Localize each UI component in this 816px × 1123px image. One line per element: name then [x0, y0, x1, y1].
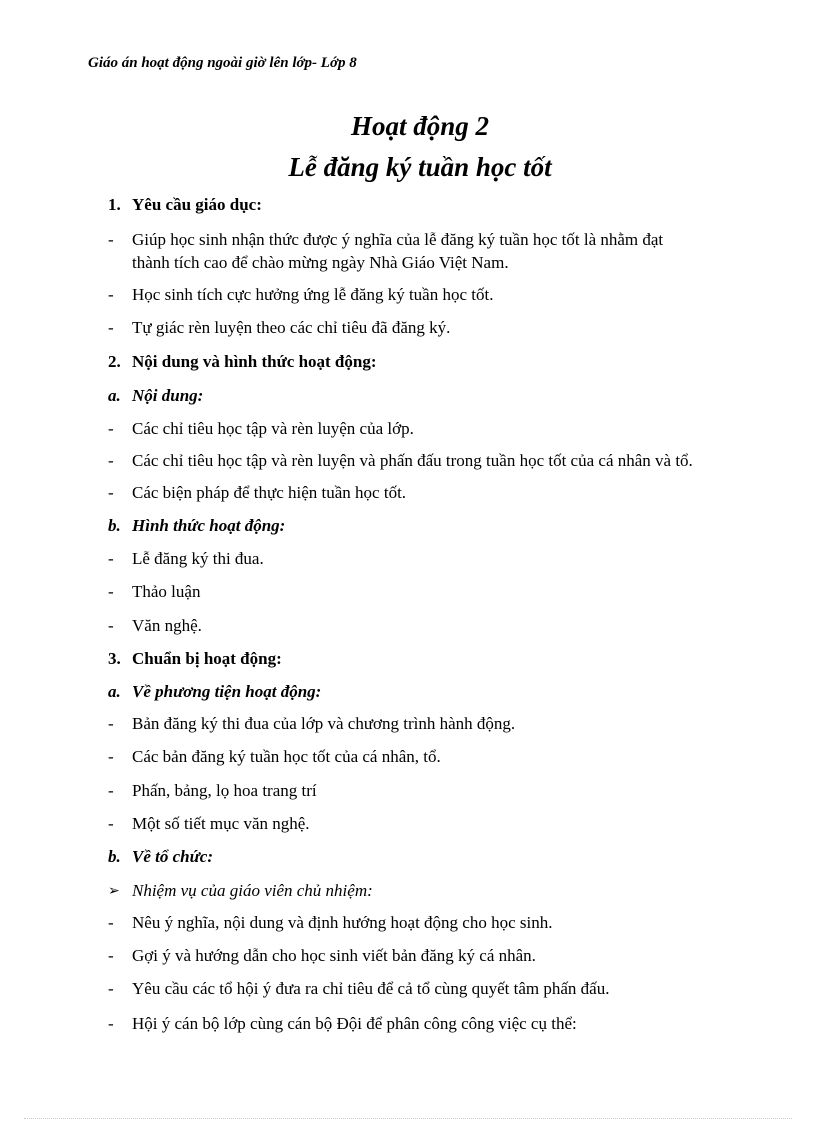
- arrow-bullet-icon: ➢: [108, 884, 120, 899]
- list-marker: 2.: [108, 352, 121, 371]
- list-marker: -: [108, 747, 114, 766]
- list-marker: -: [108, 1014, 114, 1033]
- line-text: Các bản đăng ký tuần học tốt của cá nhân, tổ.: [132, 747, 441, 766]
- list-marker: 1.: [108, 195, 121, 214]
- line-text: Nội dung:: [132, 386, 204, 405]
- list-marker: -: [108, 419, 114, 438]
- list-marker: -: [108, 549, 114, 568]
- line-text: Một số tiết mục văn nghệ.: [132, 814, 310, 833]
- list-marker: -: [108, 781, 114, 800]
- line-text: Hội ý cán bộ lớp cùng cán bộ Đội để phân công công việc cụ thể:: [132, 1014, 577, 1033]
- list-marker: -: [108, 913, 114, 932]
- line-text: Văn nghệ.: [132, 616, 202, 635]
- title-activity: Hoạt động 2: [350, 111, 490, 141]
- line-text: Giúp học sinh nhận thức được ý nghĩa của lễ đăng ký tuần học tốt là nhằm đạt: [132, 230, 664, 249]
- line-text: Nội dung và hình thức hoạt động:: [132, 352, 377, 371]
- list-marker: -: [108, 946, 114, 965]
- line-text: Thảo luận: [132, 582, 201, 601]
- line-text: Các chỉ tiêu học tập và rèn luyện của lớp.: [132, 419, 414, 438]
- list-marker: a.: [108, 386, 121, 405]
- line-text: Nêu ý nghĩa, nội dung và định hướng hoạt động cho học sinh.: [132, 913, 553, 932]
- list-marker: -: [108, 285, 114, 304]
- line-text: Nhiệm vụ của giáo viên chủ nhiệm:: [132, 881, 373, 900]
- list-marker: -: [108, 451, 114, 470]
- line-text: Học sinh tích cực hưởng ứng lễ đăng ký tuần học tốt.: [132, 285, 494, 304]
- line-text-continuation: thành tích cao để chào mừng ngày Nhà Giáo Việt Nam.: [132, 253, 509, 272]
- line-text: Về tổ chức:: [132, 847, 213, 866]
- running-header: Giáo án hoạt động ngoài giờ lên lớp- Lớp 8: [88, 55, 357, 71]
- line-text: Tự giác rèn luyện theo các chỉ tiêu đã đăng ký.: [132, 318, 451, 337]
- list-marker: -: [108, 979, 114, 998]
- list-marker: a.: [108, 682, 121, 701]
- line-text: Bản đăng ký thi đua của lớp và chương trình hành động.: [132, 714, 516, 733]
- title-event: Lễ đăng ký tuần học tốt: [288, 152, 552, 182]
- list-marker: b.: [108, 847, 121, 866]
- list-marker: -: [108, 230, 114, 249]
- list-marker: -: [108, 814, 114, 833]
- list-marker: -: [108, 582, 114, 601]
- line-text: Hình thức hoạt động:: [132, 516, 286, 535]
- line-text: Lễ đăng ký thi đua.: [132, 549, 264, 568]
- list-marker: -: [108, 318, 114, 337]
- list-marker: 3.: [108, 649, 121, 668]
- line-text: Về phương tiện hoạt động:: [132, 682, 322, 701]
- list-marker: -: [108, 483, 114, 502]
- list-marker: b.: [108, 516, 121, 535]
- line-text: Gợi ý và hướng dẫn cho học sinh viết bản đăng ký cá nhân.: [132, 946, 536, 965]
- line-text: Phấn, bảng, lọ hoa trang trí: [132, 781, 317, 800]
- line-text: Yêu cầu giáo dục:: [132, 195, 262, 214]
- list-marker: -: [108, 616, 114, 635]
- page-bottom-divider: [24, 1118, 792, 1119]
- list-marker: -: [108, 714, 114, 733]
- line-text: Chuẩn bị hoạt động:: [132, 649, 282, 668]
- line-text: Yêu cầu các tổ hội ý đưa ra chỉ tiêu để cả tổ cùng quyết tâm phấn đấu.: [132, 979, 610, 998]
- line-text: Các chỉ tiêu học tập và rèn luyện và phấn đấu trong tuần học tốt của cá nhân và tổ.: [132, 451, 693, 470]
- line-text: Các biện pháp để thực hiện tuần học tốt.: [132, 483, 407, 502]
